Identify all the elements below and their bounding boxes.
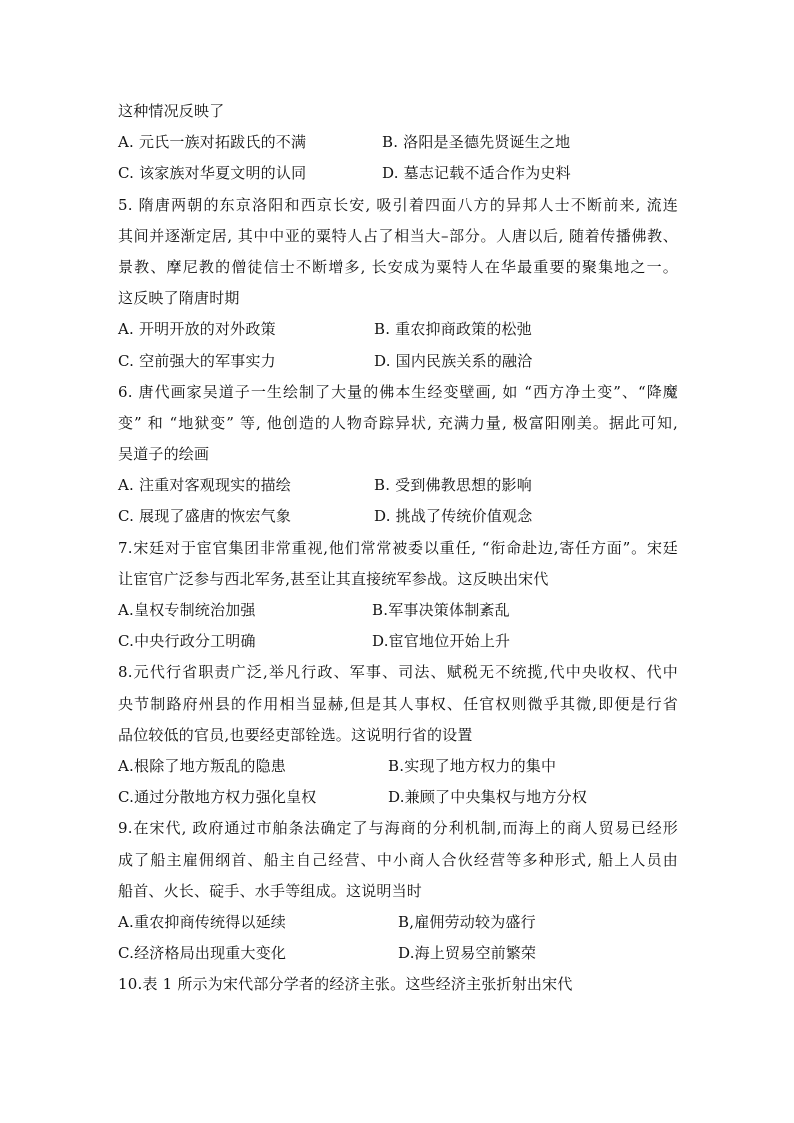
q7-stem-line-2: 让宦官广泛参与西北军务,甚至让其直接统军参战。这反映出宋代 [118,569,549,588]
q8-option-a: A.根除了地方叛乱的隐患 [118,756,287,775]
q5-stem-line-3: 景教、摩尼教的僧徒信士不断增多, 长安成为粟特人在华最重要的聚集地之一。 [118,257,678,276]
q7-option-b: B.军事决策体制紊乱 [372,601,510,619]
q7-option-d: D.宦官地位开始上升 [372,632,511,651]
q8-option-c: C.通过分散地方权力强化皇权 [118,788,317,807]
q6-options-row-2 [118,501,678,532]
q7-option-a: A.皇权专制统治加强 [118,601,256,619]
q4-option-c: C. 该家族对华夏文明的认同 [118,164,307,183]
q7-options-row-1 [118,595,678,626]
q5-option-c: C. 空前强大的军事实力 [118,351,276,370]
q9-stem-line-2: 成了船主雇佣纲首、船主自己经营、中小商人合伙经营等多种形式, 船上人员由 [118,850,678,869]
q8-stem-line-1: 8.元代行省职责广泛,举凡行政、军事、司法、赋税无不统揽,代中央收权、代中 [118,663,678,682]
q5-option-b: B. 重农抑商政策的松弛 [374,320,532,339]
q6-stem-line-3: 吴道子的绘画 [118,445,210,464]
q9-option-c: C.经济格局出现重大变化 [118,944,287,963]
q8-option-d: D.兼顾了中央集权与地方分权 [388,788,588,807]
q4-options-row-2 [118,158,678,189]
q8-options-row-1 [118,751,678,782]
exam-page [118,96,678,1000]
q9-stem-line-3: 船首、火长、碇手、水手等组成。这说明当时 [118,881,423,900]
q7-stem-line-1: 7.宋廷对于宦官集团非常重视,他们常常被委以重任, “衔命赴边,寄任方面”。宋廷 [118,538,678,557]
q8-option-b: B.实现了地方权力的集中 [388,756,557,775]
q4-stem-tail: 这种情况反映了 [118,102,225,120]
q4-option-d: D. 墓志记载不适合作为史料 [382,164,571,183]
q4-options-row-1 [118,127,678,158]
q5-stem-line-4: 这反映了隋唐时期 [118,289,240,308]
q5-option-d: D. 国内民族关系的融洽 [374,351,533,370]
q6-options-row-1 [118,470,678,501]
q6-option-d: D. 挑战了传统价值观念 [374,507,533,526]
q7-option-c: C.中央行政分工明确 [118,632,256,651]
q6-stem-line-2: 变” 和 “地狱变” 等, 他创造的人物奇踪异状, 充满力量, 极富阳刚美。据此可知, [118,413,678,432]
q9-stem-line-1: 9.在宋代, 政府通过市舶条法确定了与海商的分利机制,而海上的商人贸易已经形 [118,819,678,838]
q10-stem-line-1: 10.表 1 所示为宋代部分学者的经济主张。这些经济主张折射出宋代 [118,975,573,994]
q9-option-b: B,雇佣劳动较为盛行 [398,912,536,931]
q6-stem-line-1: 6. 唐代画家吴道子一生绘制了大量的佛本生经变壁画, 如 “西方净土变”、“降魔 [118,382,678,401]
q9-options-row-2 [118,938,678,969]
q8-stem-line-3: 品位较低的官员,也要经吏部铨选。这说明行省的设置 [118,725,473,744]
q4-option-b: B. 洛阳是圣德先贤诞生之地 [382,133,571,152]
q9-options-row-1 [118,907,678,938]
q6-option-b: B. 受到佛教思想的影响 [374,476,532,495]
q6-option-a: A. 注重对客观现实的描绘 [118,476,291,495]
q5-options-row-1 [118,314,678,345]
q5-stem-line-1: 5. 隋唐两朝的东京洛阳和西京长安, 吸引着四面八方的异邦人士不断前来, 流连 [118,195,678,214]
q8-options-row-2 [118,782,678,813]
q9-option-d: D.海上贸易空前繁荣 [398,944,537,963]
q7-options-row-2 [118,626,678,657]
q6-option-c: C. 展现了盛唐的恢宏气象 [118,507,292,526]
q8-stem-line-2: 央节制路府州县的作用相当显赫,但是其人事权、任官权则微乎其微,即便是行省 [118,694,678,713]
q4-option-a: A. 元氏一族对拓跋氏的不满 [118,133,307,152]
q5-stem-line-2: 其间并逐渐定居, 其中中亚的粟特人占了相当大–部分。人唐以后, 随着传播佛教、 [118,226,678,245]
q5-option-a: A. 开明开放的对外政策 [118,320,276,339]
q5-options-row-2 [118,346,678,377]
q9-option-a: A.重农抑商传统得以延续 [118,912,287,931]
